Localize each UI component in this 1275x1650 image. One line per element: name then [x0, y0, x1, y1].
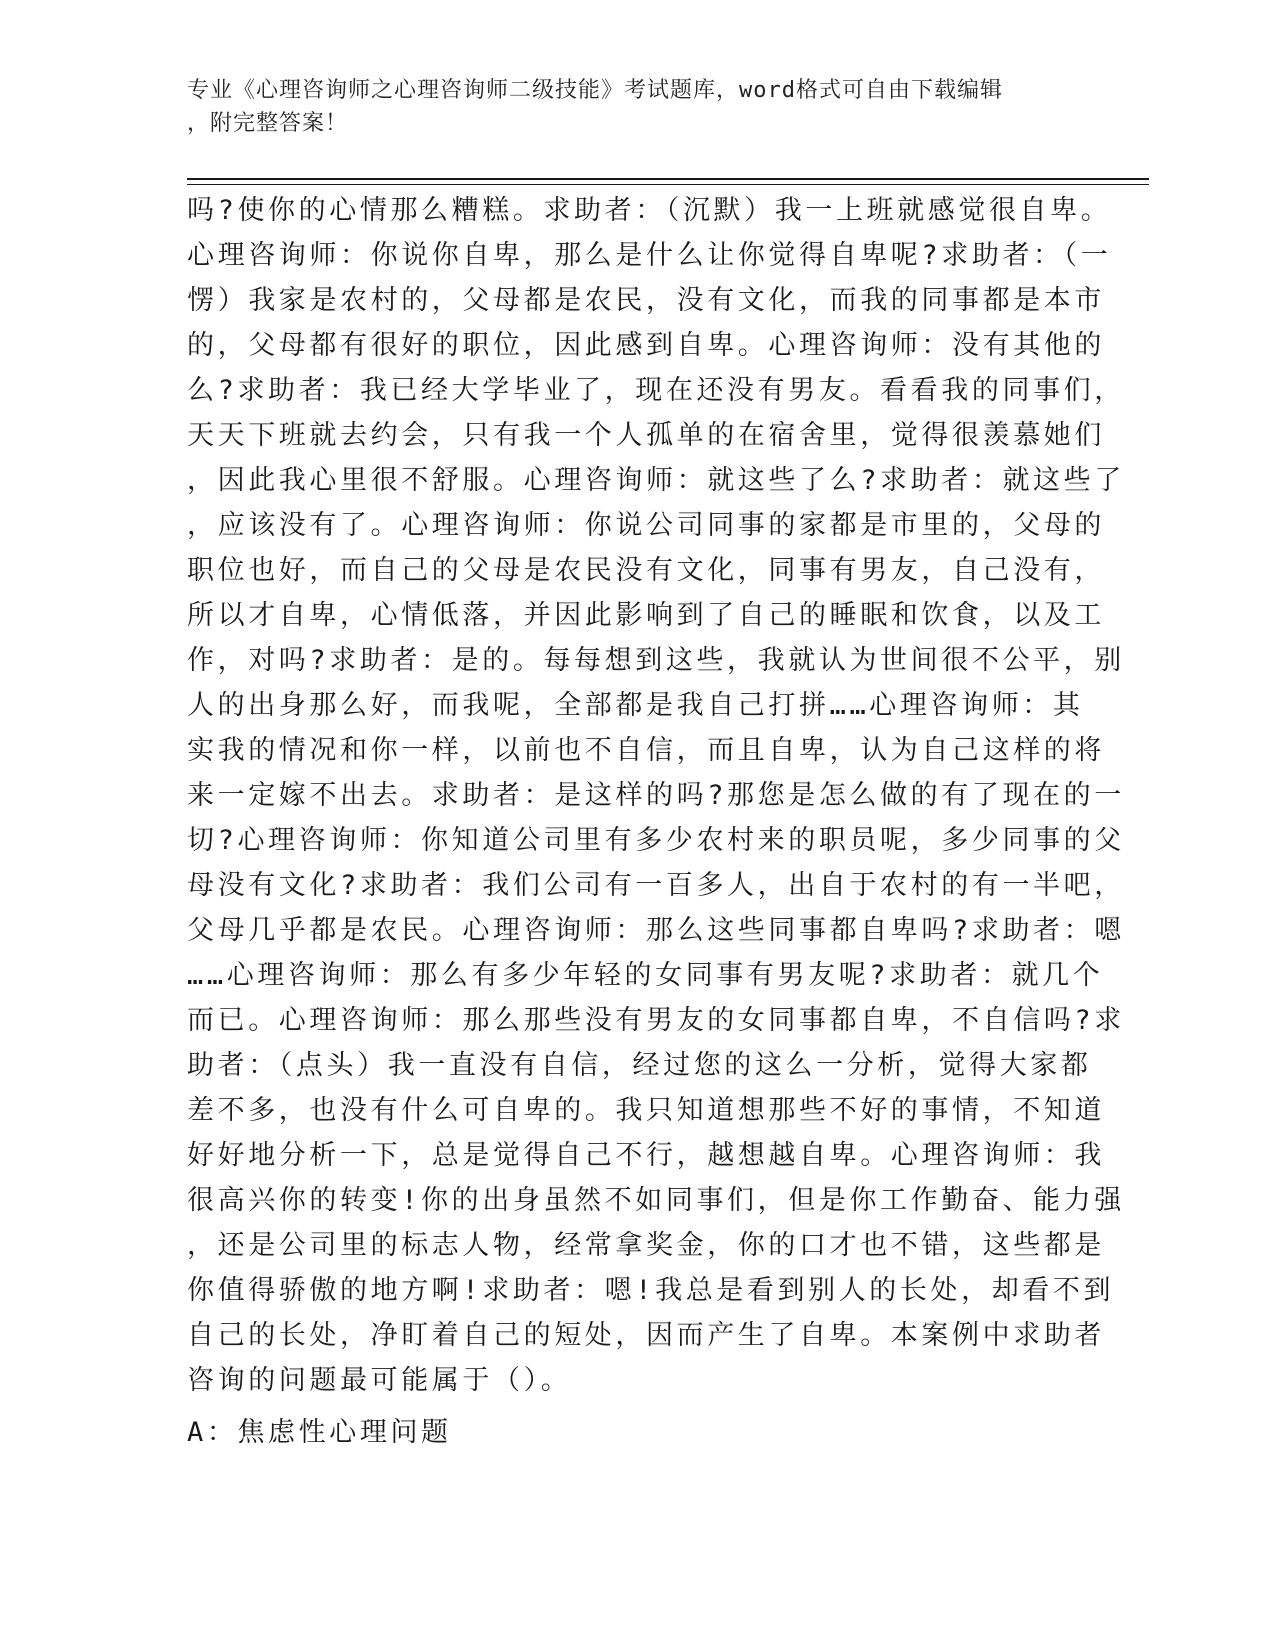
body-line: ……心理咨询师：那么有多少年轻的女同事有男友呢?求助者：就几个 — [187, 960, 1104, 991]
body-line: ，应该没有了。心理咨询师：你说公司同事的家都是市里的，父母的 — [187, 510, 1105, 541]
body-line: 差不多，也没有什么可自卑的。我只知道想那些不好的事情，不知道 — [187, 1095, 1105, 1126]
body-line: ，因此我心里很不舒服。心理咨询师：就这些了么?求助者：就这些了 — [187, 465, 1125, 496]
body-line: 作，对吗?求助者：是的。每每想到这些，我就认为世间很不公平，别 — [187, 645, 1125, 676]
body-line: 助者：（点头）我一直没有自信，经过您的这么一分析，觉得大家都 — [187, 1050, 1092, 1081]
body-line: 么?求助者：我已经大学毕业了，现在还没有男友。看看我的同事们， — [187, 375, 1125, 406]
body-line: 母没有文化?求助者：我们公司有一百多人，出自于农村的有一半吧， — [187, 870, 1125, 901]
body-line: 很高兴你的转变!你的出身虽然不如同事们，但是你工作勤奋、能力强 — [187, 1185, 1125, 1216]
header-line-1: 专业《心理咨询师之心理咨询师二级技能》考试题库，word格式可自由下载编辑 — [187, 78, 1003, 103]
body-line: 的，父母都有很好的职位，因此感到自卑。心理咨询师：没有其他的 — [187, 330, 1105, 361]
body-line: 所以才自卑，心情低落，并因此影响到了自己的睡眠和饮食，以及工 — [187, 600, 1105, 631]
body-line: 咨询的问题最可能属于（）。 — [187, 1365, 572, 1396]
body-line: 切?心理咨询师：你知道公司里有多少农村来的职员呢，多少同事的父 — [187, 825, 1125, 856]
body-line: 职位也好，而自己的父母是农民没有文化，同事有男友，自己没有， — [187, 555, 1105, 586]
body-line: 天天下班就去约会，只有我一个人孤单的在宿舍里，觉得很羡慕她们 — [187, 420, 1105, 451]
header-divider-thick — [187, 178, 1149, 180]
body-line: 父母几乎都是农民。心理咨询师：那么这些同事都自卑吗?求助者：嗯 — [187, 915, 1125, 946]
body-line: ，还是公司里的标志人物，经常拿奖金，你的口才也不错，这些都是 — [187, 1230, 1105, 1261]
page-header — [187, 74, 1077, 140]
body-line: 来一定嫁不出去。求助者：是这样的吗?那您是怎么做的有了现在的一 — [187, 780, 1125, 811]
header-line-2: ，附完整答案！ — [187, 111, 349, 136]
body-line: 心理咨询师：你说你自卑，那么是什么让你觉得自卑呢?求助者：（一 — [187, 240, 1112, 271]
question-body — [187, 188, 1125, 1403]
answer-option-a: A：焦虑性心理问题 — [187, 1417, 452, 1448]
body-line: 愣）我家是农村的，父母都是农民，没有文化，而我的同事都是本市 — [187, 285, 1105, 316]
header-divider-thin — [187, 184, 1149, 185]
body-line: 你值得骄傲的地方啊!求助者：嗯!我总是看到别人的长处，却看不到 — [187, 1275, 1115, 1306]
body-line: 而已。心理咨询师：那么那些没有男友的女同事都自卑，不自信吗?求 — [187, 1005, 1125, 1036]
body-line: 吗?使你的心情那么糟糕。求助者：（沉默）我一上班就感觉很自卑。 — [187, 195, 1112, 226]
body-line: 实我的情况和你一样，以前也不自信，而且自卑，认为自己这样的将 — [187, 735, 1105, 766]
body-line: 自己的长处，净盯着自己的短处，因而产生了自卑。本案例中求助者 — [187, 1320, 1105, 1351]
body-line: 人的出身那么好，而我呢，全部都是我自己打拼……心理咨询师：其 — [187, 690, 1084, 721]
body-line: 好好地分析一下，总是觉得自己不行，越想越自卑。心理咨询师：我 — [187, 1140, 1105, 1171]
